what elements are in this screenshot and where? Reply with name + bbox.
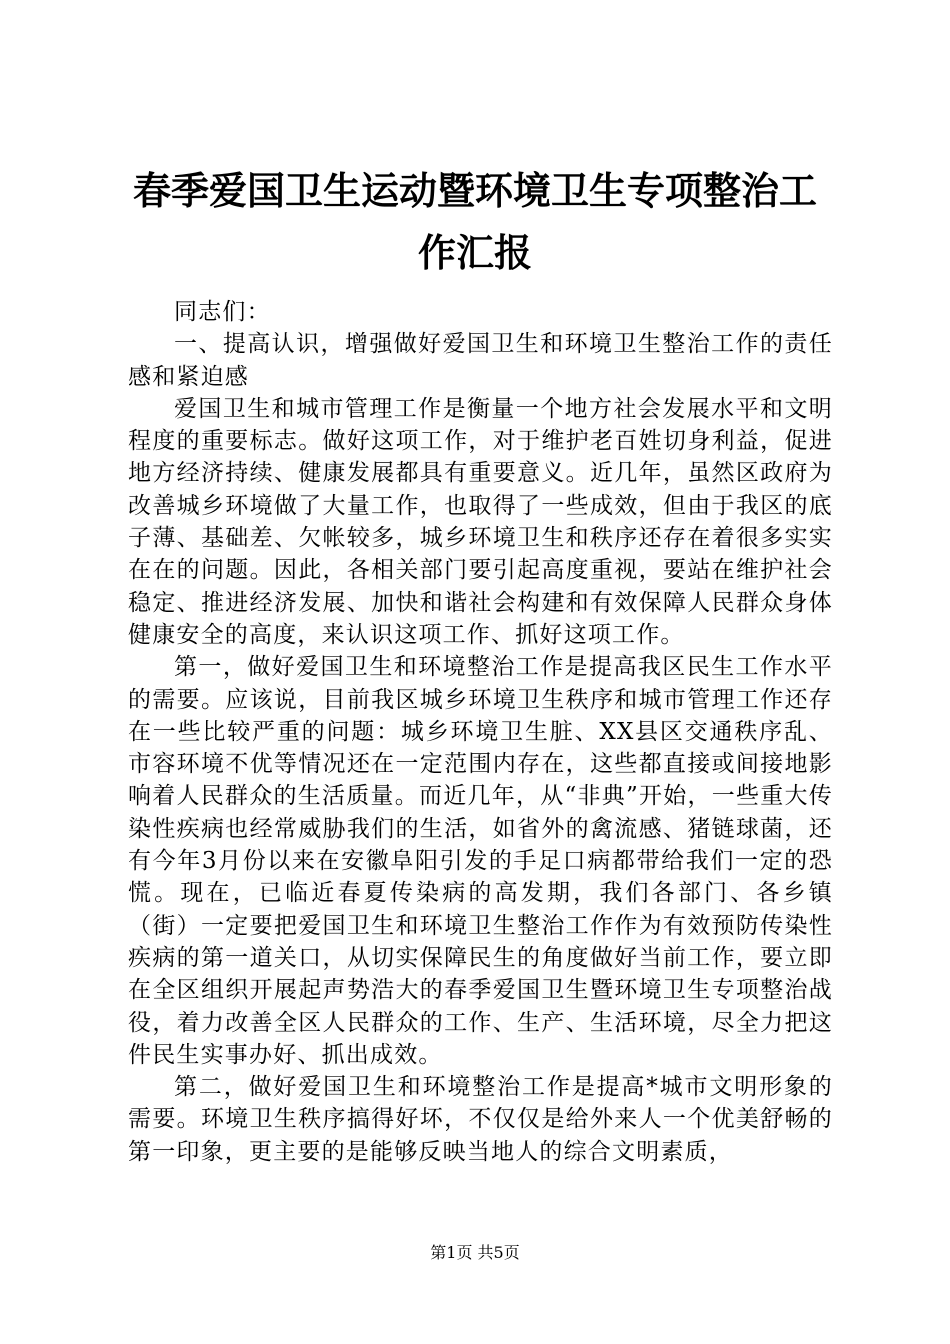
document-body [128, 296, 833, 1168]
document-title: 春季爱国卫生运动暨环境卫生专项整治工作汇报 [132, 168, 817, 275]
body-paragraph: 第一，做好爱国卫生和环境整治工作是提高我区民生工作水平的需要。应该说，目前我区城乡环境卫生秩序和城市管理工作还存在一些比较严重的问题：城乡环境卫生脏、XX县区交通秩序乱、市容环境不优等情况还在一定范围内存在，这些都直接或间接地影响着人民群众的生活质量。而近几年，从“非典”开始，一些重大传染性疾病也经常威胁我们的生活，如省外的禽流感、猪链球菌，还有今年3月份以来在安徽阜阳引发的手足口病都带给我们一定的恐慌。现在，已临近春夏传染病的高发期，我们各部门、各乡镇（街）一定要把爱国卫生和环境卫生整治工作作为有效预防传染性疾病的第一道关口，从切实保障民生的角度做好当前工作，要立即在全区组织开展起声势浩大的春季爱国卫生暨环境卫生专项整治战役，着力改善全区人民群众的工作、生产、生活环境，尽全力把这件民生实事办好、抓出成效。 [128, 654, 833, 1068]
page-footer: 第1页 共5页 [430, 1243, 520, 1262]
body-paragraph: 第二，做好爱国卫生和环境整治工作是提高*城市文明形象的需要。环境卫生秩序搞得好坏，不仅仅是给外来人一个优美舒畅的第一印象，更主要的是能够反映当地人的综合文明素质， [128, 1074, 833, 1165]
salutation: 同志们： [174, 299, 271, 325]
section-heading: 一、提高认识，增强做好爱国卫生和环境卫生整治工作的责任感和紧迫感 [128, 331, 833, 390]
body-paragraph: 爱国卫生和城市管理工作是衡量一个地方社会发展水平和文明程度的重要标志。做好这项工作，对于维护老百姓切身利益，促进地方经济持续、健康发展都具有重要意义。近几年，虽然区政府为改善城乡环境做了大量工作，也取得了一些成效，但由于我区的底子薄、基础差、欠帐较多，城乡环境卫生和秩序还存在着很多实实在在的问题。因此，各相关部门要引起高度重视，要站在维护社会稳定、推进经济发展、加快和谐社会构建和有效保障人民群众身体健康安全的高度，来认识这项工作、抓好这项工作。 [128, 395, 833, 648]
